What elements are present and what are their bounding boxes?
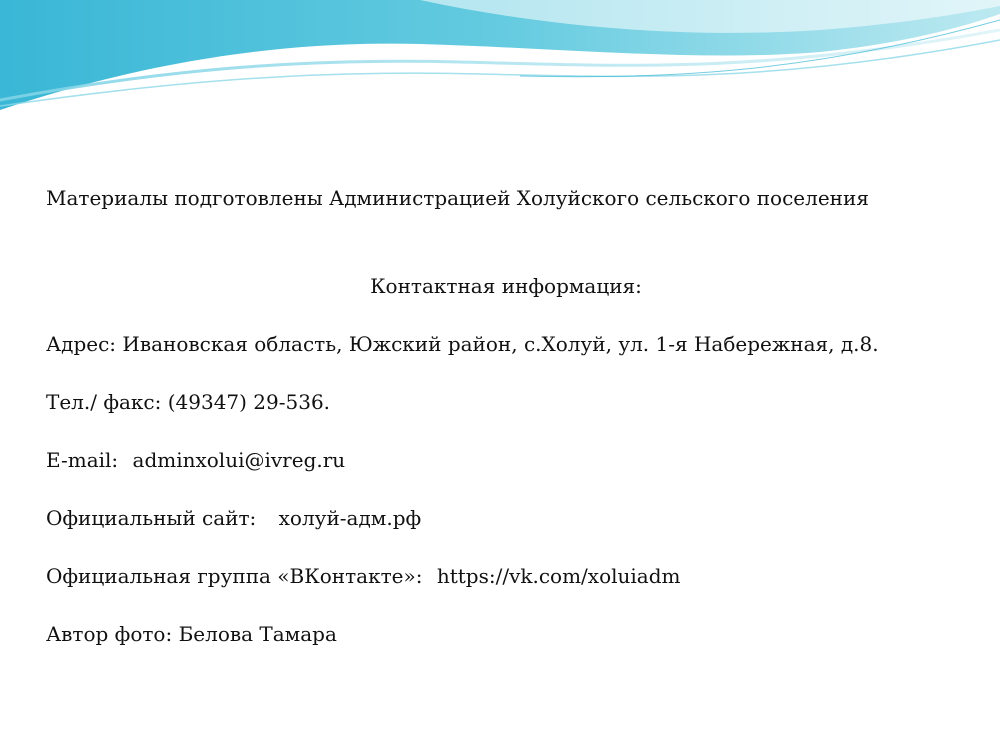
photo-credit-row	[46, 619, 966, 649]
email-row	[46, 445, 966, 475]
photo-credit-value: Белова Тамара	[178, 622, 337, 646]
intro-text: Материалы подготовлены Администрацией Холуйского сельского поселения	[46, 186, 869, 210]
vk-group-value[interactable]: https://vk.com/xoluiadm	[436, 564, 681, 588]
address-label: Адрес:	[46, 332, 117, 356]
phone-row	[46, 387, 966, 417]
vk-group-label: Официальная группа «ВКонтакте»:	[46, 564, 423, 588]
website-row	[46, 503, 966, 533]
email-value[interactable]: adminxolui@ivreg.ru	[132, 448, 346, 472]
vk-group-row	[46, 561, 966, 591]
phone-value: (49347) 29-536.	[167, 390, 331, 414]
email-label: E-mail:	[46, 448, 119, 472]
address-value: Ивановская область, Южский район, с.Холуй, ул. 1-я Набережная, д.8.	[122, 332, 879, 356]
website-label: Официальный сайт:	[46, 506, 257, 530]
contact-heading: Контактная информация:	[370, 274, 642, 298]
contact-content	[46, 183, 966, 649]
photo-credit-label: Автор фото:	[46, 622, 173, 646]
website-value[interactable]: холуй-адм.рф	[278, 506, 422, 530]
phone-label: Тел./ факс:	[46, 390, 162, 414]
address-row	[46, 329, 966, 359]
decorative-wave-header	[0, 0, 1000, 120]
